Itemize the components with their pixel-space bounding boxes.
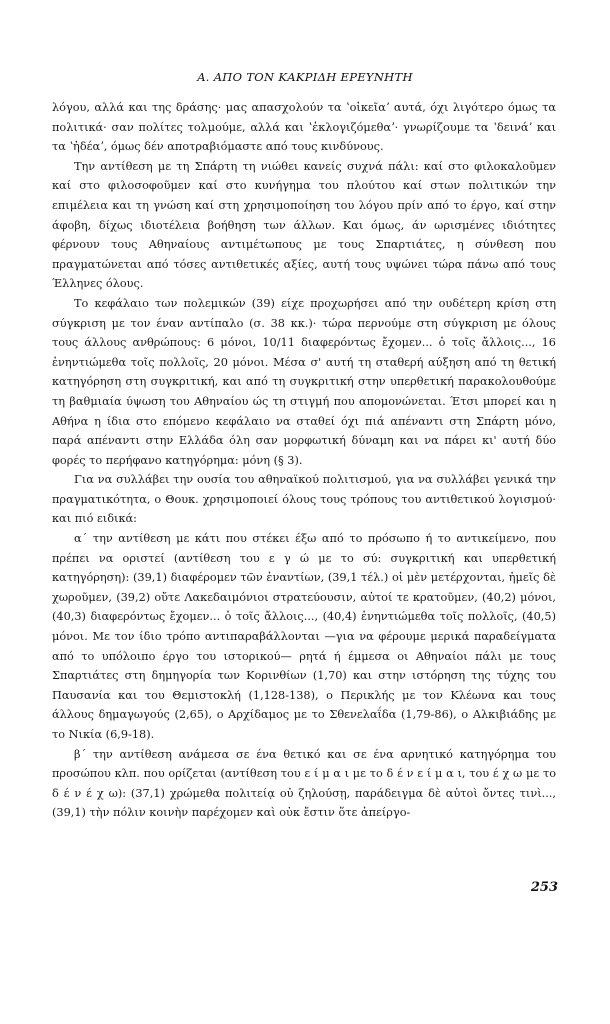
paragraph-5: α´ την αντίθεση με κάτι που στέκει έξω από το πρόσωπο ή το αντικείμενο, που πρέπει να οριστεί (αντίθεση του ε γ ώ με το σύ: συγκριτική και υπερθετική κατηγόρηση): (39,1) διαφέρομεν τῶν ἐναντίων, (39,1 τέλ.) οἱ μὲν μετέρχονται, ἡμεῖς δὲ χωροῦμεν, (39,2) οὔτε Λακεδαιμόνιοι στρατεύουσιν, αὐτοί τε κρατοῦμεν, (40,2) μόνοι, (40,3) διαφερόντως ἔχομεν... ὁ τοῖς ἄλλοις..., (40,4) ἐνηντιώμεθα τοῖς πολλοῖς, (40,5) μόνοι. Με τον ίδιο τρόπο αντιπαραβάλλονται —για να φέρουμε μερικά παραδείγματα από το υπόλοιπο έργο του ιστορικού— ρητά ή έμμεσα οι Αθηναίοι πάλι με τους Σπαρτιάτες στη δημηγορία των Κορινθίων (1,70) και στην ιστόρηση της τύχης του Παυσανία και του Θεμιστοκλή (1,128-138), ο Περικλής με τον Κλέωνα και τους άλλους δημαγωγούς (2,65), ο Αρχίδαμος με το Σθενελαΐδα (1,79-86), ο Αλκιβιάδης με το Νικία (6,9-18).: [52, 532, 556, 741]
running-head: Α. ΑΠΟ ΤΟΝ ΚΑΚΡΙΔΗ ΕΡΕΥΝΗΤΗ: [197, 70, 413, 84]
paragraph-1: λόγου, αλλά και της δράσης· μας απασχολούν τα ʽοἰκεῖαʼ αυτά, όχι λιγότερο όμως τα πολιτικά· σαν πολίτες τολμούμε, αλλά και ʽἐκλογιζόμεθαʼ· γνωρίζουμε τα ʽδεινάʼ και τα ʽἡδέαʼ, όμως δέν αποτραβιόμαστε από τους κινδύνους.: [52, 101, 556, 154]
paragraph-4: Για να συλλάβει την ουσία του αθηναϊκού πολιτισμού, για να συλλάβει γενικά την πραγματικότητα, ο Θουκ. χρησιμοποιεί όλους τους τρόπους του αντιθετικού λογισμού· και πιό ειδικά:: [52, 473, 556, 526]
paragraph-6: β´ την αντίθεση ανάμεσα σε ένα θετικό και σε ένα αρνητικό κατηγόρημα του προσώπου κλπ. που ορίζεται (αντίθεση του ε ί μ α ι με το δ έ ν ε ί μ α ι, του έ χ ω με το δ έ ν έ χ ω): (37,1) χρώμεθα πολιτείᾳ οὐ ζηλούσῃ, παράδειγμα δὲ αὐτοὶ ὄντες τινὶ..., (39,1) τὴν πόλιν κοινὴν παρέχομεν καὶ οὐκ ἔστιν ὅτε ἀπείργο-: [52, 747, 556, 820]
paragraph-2: Την αντίθεση με τη Σπάρτη τη νιώθει κανείς συχνά πάλι: καί στο φιλοκαλοῦμεν καί στο φιλοσοφοῦμεν καί στο κυνήγημα του πλούτου καί στων πολιτικών την επιμέλεια και τη γνώση καί στη χρησιμοποίηση του λόγου πρίν από το έργο, καί στην άφοβη, δίχως ιδιοτέλεια βοήθηση των άλλων. Και όμως, άν ωρισμένες ιδιότητες φέρνουν τους Αθηναίους αντιμέτωπους με τους Σπαρτιάτες, η σύνθεση που πραγματώνεται από τόσες αντιθετικές αξίες, αυτή τους υψώνει τώρα πάνω από τους Έλληνες όλους.: [52, 159, 556, 291]
page-number: 253: [530, 880, 558, 895]
paragraph-3: Το κεφάλαιο των πολεμικών (39) είχε προχωρήσει από την ουδέτερη κρίση στη σύγκριση με τον έναν αντίπαλο (σ. 38 κκ.)· τώρα περνούμε στη σύγκριση με όλους τους άλλους ανθρώπους: 6 μόνοι, 10/11 διαφερόντως ἔχομεν... ὁ τοῖς ἄλλοις..., 16 ἐνηντιώμεθα τοῖς πολλοῖς, 20 μόνοι. Μέσα σ' αυτή τη σταθερή αύξηση από τη θετική κατηγόρηση στη συγκριτική, και από τη συγκριτική στην υπερθετική παρακολουθούμε τη βαθμιαία ύψωση του Αθηναίου ώς τη στιγμή που απομονώνεται. Έτσι μπορεί και η Αθήνα η ίδια στο επόμενο κεφάλαιο να σταθεί όχι πιά απέναντι στη Σπάρτη μόνο, παρά απέναντι στην Ελλάδα όλη σαν μορφωτική δύναμη και να πάρει κι' αυτή δύο φορές το περήφανο κατηγόρημα: μόνη (§ 3).: [52, 296, 556, 467]
body-text: [52, 98, 556, 823]
